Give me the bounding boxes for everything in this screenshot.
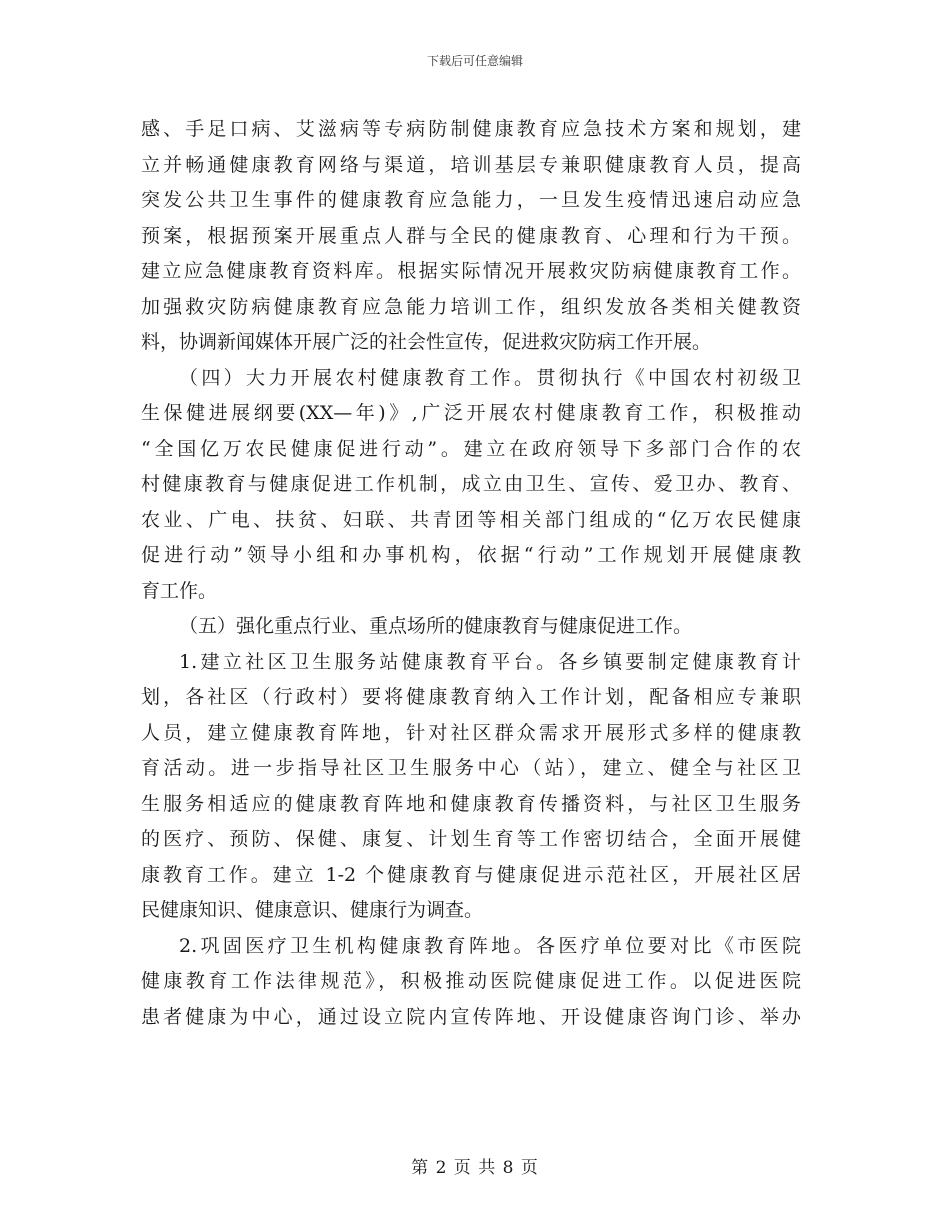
- paragraph-heading: 1.建立社区卫生服务站健康教育平台。各乡镇要制定健康教育计: [179, 650, 801, 673]
- text-line: 民健康知识、健康意识、健康行为调查。: [141, 899, 484, 921]
- text-line: 农业、广电、扶贫、妇联、共青团等相关部门组成的“亿万农民健康: [141, 508, 801, 531]
- paragraph-heading: （五）强化重点行业、重点场所的健康教育与健康促进工作。: [179, 615, 693, 637]
- text-line: 健康教育工作法律规范》，积极推动医院健康促进工作。以促进医院: [141, 970, 801, 992]
- text-line: 立并畅通健康教育网络与渠道，培训基层专兼职健康教育人员，提高: [141, 153, 801, 176]
- text-line: 康教育工作。建立 1-2 个健康教育与健康促进示范社区，开展社区居: [141, 863, 801, 886]
- text-line: 的医疗、预防、保健、康复、计划生育等工作密切结合，全面开展健: [141, 828, 801, 850]
- text-line: 建立应急健康教育资料库。根据实际情况开展救灾防病健康教育工作。: [141, 260, 801, 282]
- text-line: 预案，根据预案开展重点人群与全民的健康教育、心理和行为干预。: [141, 224, 801, 247]
- text-line: 生保健进展纲要(XX—年)》,广泛开展农村健康教育工作，积极推动: [141, 402, 801, 424]
- text-line: 划，各社区（行政村）要将健康教育纳入工作计划，配备相应专兼职: [141, 686, 801, 708]
- text-line: 人员，建立健康教育阵地，针对社区群众需求开展形式多样的健康教: [141, 721, 801, 744]
- text-line: 加强救灾防病健康教育应急能力培训工作，组织发放各类相关健教资: [141, 295, 801, 318]
- paragraph-heading: 2.巩固医疗卫生机构健康教育阵地。各医疗单位要对比《市医院: [179, 934, 801, 957]
- text-line: 患者健康为中心，通过设立院内宣传阵地、开设健康咨询门诊、举办: [141, 1005, 801, 1028]
- document-body: [141, 112, 801, 1035]
- page-number-footer: 第 2 页 共 8 页: [411, 1158, 539, 1178]
- text-line: 育活动。进一步指导社区卫生服务中心（站），建立、健全与社区卫: [141, 757, 801, 779]
- text-line: 突发公共卫生事件的健康教育应急能力，一旦发生疫情迅速启动应急: [141, 189, 801, 211]
- text-line: “全国亿万农民健康促进行动”。建立在政府领导下多部门合作的农: [141, 437, 801, 460]
- text-line: 村健康教育与健康促进工作机制，成立由卫生、宣传、爱卫办、教育、: [141, 473, 801, 495]
- text-line: 育工作。: [141, 579, 218, 602]
- paragraph-heading: （四）大力开展农村健康教育工作。贯彻执行《中国农村初级卫: [179, 366, 801, 389]
- page-header: 下载后可任意编辑: [426, 54, 523, 68]
- text-line: 生服务相适应的健康教育阵地和健康教育传播资料，与社区卫生服务: [141, 792, 801, 815]
- text-line: 促进行动”领导小组和办事机构，依据“行动”工作规划开展健康教: [141, 544, 801, 566]
- text-line: 感、手足口病、艾滋病等专病防制健康教育应急技术方案和规划，建: [141, 118, 801, 140]
- text-line: 料，协调新闻媒体开展广泛的社会性宣传，促进救灾防病工作开展。: [141, 331, 712, 353]
